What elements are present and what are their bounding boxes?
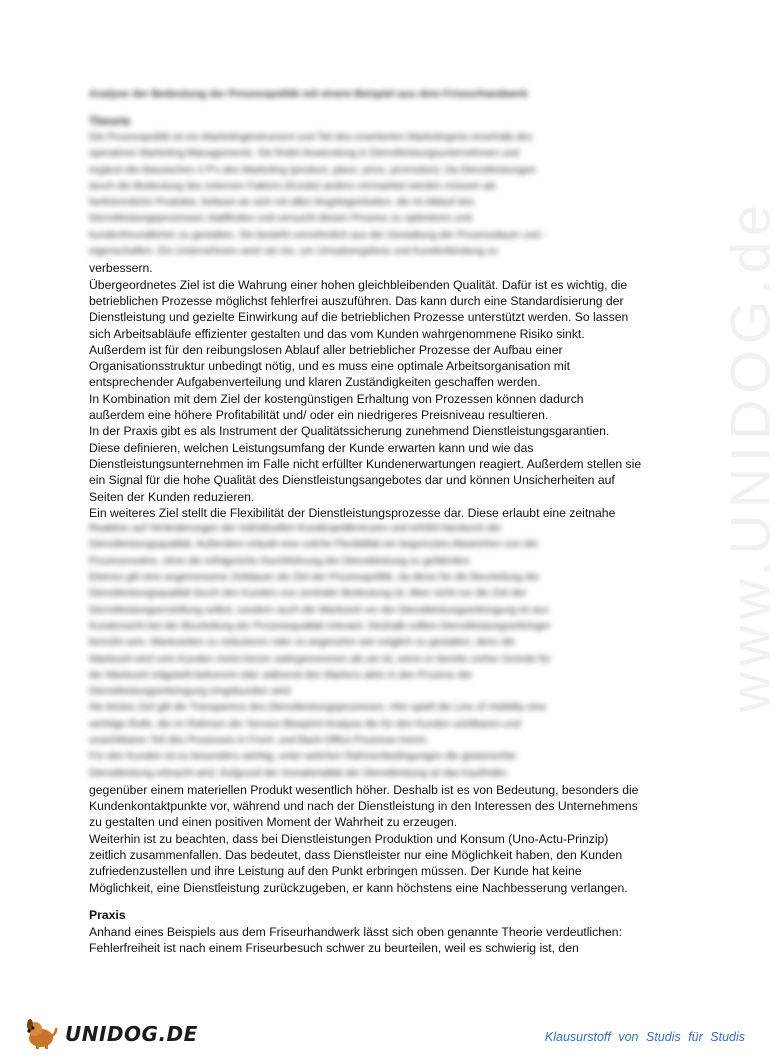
text-line: zufriedenzustellen und ihre Leistung auf den Punkt erbringen müssen. Der Kunde hat keine bbox=[89, 864, 582, 879]
text-line: bemüht sein, Wartezeiten zu reduzieren oder so angenehm wie möglich zu gestalten, denn die bbox=[89, 637, 516, 649]
text-line: verbessern. bbox=[89, 261, 153, 276]
document-title: Analyse der Bedeutung der Prozesspolitik mit einem Beispiel aus dem Friseurhandwerk bbox=[89, 88, 528, 100]
text-line: durch die Bedeutung des externen Faktors (Kunde) anders vermarktet werden müssen als bbox=[89, 180, 497, 192]
watermark: www.UNIDOG.de bbox=[718, 198, 782, 713]
text-line: Weiterhin ist zu beachten, dass bei Dienstleistungen Produktion und Konsum (Uno-Actu-Prinzip) bbox=[89, 831, 609, 846]
text-line: gegenüber einem materiellen Produkt wesentlich höher. Deshalb ist es von Bedeutung, besonders die bbox=[89, 782, 639, 797]
text-line: Die Prozesspolitik ist ein Marketinginstrument und Teil des erweiterten Marketingmix innerhalb des bbox=[89, 132, 533, 143]
text-line: Fehlerfreiheit ist nach einem Friseurbesuch schwer zu beurteilen, weil es schwierig ist, den bbox=[89, 941, 579, 956]
text-line: Übergeordnetes Ziel ist die Wahrung einer hohen gleichbleibenden Qualität. Dafür ist es wichtig, die bbox=[89, 277, 628, 292]
text-line: Wartezeit wird vom Kunden meist kürzer wahrgenommen als sie ist, wenn er bereits vorher Gründe für bbox=[89, 653, 551, 665]
text-line: Anhand eines Beispiels aus dem Friseurhandwerk lässt sich oben genannte Theorie verdeutlichen: bbox=[89, 924, 622, 939]
text-line: Ebenso gilt eine angemessene Zeitdauer als Ziel der Prozesspolitik, da diese für die Beurteilung der bbox=[89, 572, 540, 584]
text-line: Dienstleistungsqualität. Außerdem erlaubt eine solche Flexibilität ein begrenztes Abweichen von der bbox=[89, 539, 539, 551]
document-content bbox=[89, 88, 661, 957]
text-line: Ein weiteres Ziel stellt die Flexibilität der Dienstleistungsprozesse dar. Diese erlaubt eine zeitnahe bbox=[89, 505, 616, 520]
text-line: Dienstleistungsunternehmen im Falle nicht erfüllter Kundenerwartungen reagiert. Außerdem stellen sie bbox=[89, 456, 642, 471]
text-line: ergänzt die klassischen 4 P's des Marketing (product, place, price, promotion). Da Dienstleistungen bbox=[89, 164, 537, 176]
text-line: Seiten der Kunden reduzieren. bbox=[89, 489, 255, 504]
text-line: Als letztes Ziel gilt die Transparenz des Dienstleistungsprozesses. Hier spielt die Line of Visibility eine bbox=[89, 702, 547, 714]
logo-text: UNIDOG.DE bbox=[65, 1022, 198, 1046]
text-line: außerdem eine höhere Profitabilität und/ oder ein niedrigeres Preisniveau resultieren. bbox=[89, 408, 549, 423]
text-line: Organisationsstruktur unbedingt nötig, und es muss eine optimale Arbeitsorganisation mit bbox=[89, 359, 570, 374]
text-line: sich Arbeitsabläufe effizienter gestalten und das vom Kunden wahrgenommene Risiko sinkt. bbox=[89, 326, 585, 341]
visible-paragraph-middle bbox=[89, 260, 661, 521]
text-line: eigenschaften. Ein Unternehmen setzt sie ein, um Umsatzergebnis und Kundenbindung zu bbox=[89, 246, 498, 258]
heading-praxis: Praxis bbox=[89, 907, 126, 922]
text-line: Dienstleistungserbringung eingebunden wird. bbox=[89, 686, 293, 698]
heading-theorie: Theorie bbox=[89, 116, 131, 128]
text-line: Dienstleistung erbracht wird. Aufgrund der Immaterialität der Dienstleistung ist das Kaufrisiko bbox=[89, 767, 507, 779]
text-line: operativen Marketing-Managements. Sie findet Anwendung in Dienstleistungsunternehmen und bbox=[89, 148, 519, 160]
text-line: Dienstleistungserstellung selbst, sondern auch die Wartezeit vor der Dienstleistungserbringung ist aus bbox=[89, 604, 549, 616]
text-line: kundenfreundlicher zu gestalten. Sie besteht vornehmlich aus der Gestaltung der Prozessdauer und - bbox=[89, 229, 547, 241]
text-line: Reaktion auf Veränderungen der individuellen Kundenpräferenzen und erhöht hierdurch die bbox=[89, 523, 501, 535]
text-line: Diese definieren, welchen Leistungsumfang der Kunde erwarten kann und wie das bbox=[89, 440, 534, 455]
blurred-intro bbox=[89, 88, 661, 260]
blurred-paragraph-top bbox=[89, 130, 661, 260]
dog-icon bbox=[23, 1016, 59, 1052]
text-line: zu gestalten und einen positiven Moment der Wahrheit zu erzeugen. bbox=[89, 815, 458, 830]
text-line: entsprechender Aufgabenverteilung und klaren Zuständigkeiten geschaffen werden. bbox=[89, 375, 541, 390]
text-line: zeitlich zusammenfallen. Das bedeutet, dass Dienstleister nur eine Möglichkeit haben, den Kunden bbox=[89, 848, 623, 863]
text-line: Dienstleistung und gezielte Einwirkung auf die betrieblichen Prozesse unterstützt werden. So lassen bbox=[89, 310, 629, 325]
footer-slogan: Klausurstoff von Studis für Studis bbox=[544, 1030, 745, 1044]
text-line: Prozessroutine, ohne die erfolgreiche Durchführung der Dienstleistung zu gefährden. bbox=[89, 555, 472, 567]
visible-paragraph-end bbox=[89, 782, 661, 896]
text-line: unsichtbaren Teil des Prozesses in Front- und Back-Office-Prozesse trennt. bbox=[89, 734, 429, 746]
unidog-logo[interactable] bbox=[23, 1014, 223, 1054]
text-line: herkömmliche Produkte, befasst sie sich mit allen Angelegenheiten, die im Ablauf des bbox=[89, 197, 475, 209]
text-line: In Kombination mit dem Ziel der kostengünstigen Erhaltung von Prozessen können dadurch bbox=[89, 391, 584, 406]
text-line: Außerdem ist für den reibungslosen Ablauf aller betrieblicher Prozesse der Aufbau einer bbox=[89, 342, 563, 357]
text-line: die Wartezeit mitgeteilt bekommt oder während des Wartens aktiv in den Prozess der bbox=[89, 669, 473, 681]
text-line: wichtige Rolle, die im Rahmen der Service Blueprint Analyse die für den Kunden sichtbaren und bbox=[89, 718, 521, 730]
text-line: Kundenkontaktpunkte vor, während und nach der Dienstleistung in den Interessen des Unternehmens bbox=[89, 799, 638, 814]
text-line: ein Signal für die hohe Qualität des Dienstleistungsangebotes dar und können Unsicherheiten auf bbox=[89, 473, 615, 488]
text-line: Für den Kunden ist es besonders wichtig, unter welchen Rahmenbedingungen die gewünschte bbox=[89, 751, 517, 763]
blurred-paragraph-bottom bbox=[89, 521, 661, 782]
text-line: Kundensicht bei der Beurteilung der Prozessqualität relevant. Deshalb sollten Dienstleistungserbringer bbox=[89, 620, 551, 632]
text-line: Dienstleistungsqualität durch den Kunden von zentraler Bedeutung ist. Aber nicht nur die Zeit der bbox=[89, 588, 527, 600]
text-line: Möglichkeit, eine Dienstleistung zurückzugeben, er kann höchstens eine Nachbesserung verlangen. bbox=[89, 880, 628, 895]
praxis-paragraph bbox=[89, 924, 661, 957]
text-line: betrieblichen Prozesse möglichst fehlerfrei auszuführen. Das kann durch eine Standardisierung der bbox=[89, 293, 624, 308]
text-line: In der Praxis gibt es als Instrument der Qualitätssicherung zunehmend Dienstleistungsgarantien. bbox=[89, 424, 610, 439]
text-line: Dienstleistungsprozesses stattfinden und versucht diesen Prozess zu optimieren und bbox=[89, 213, 472, 225]
